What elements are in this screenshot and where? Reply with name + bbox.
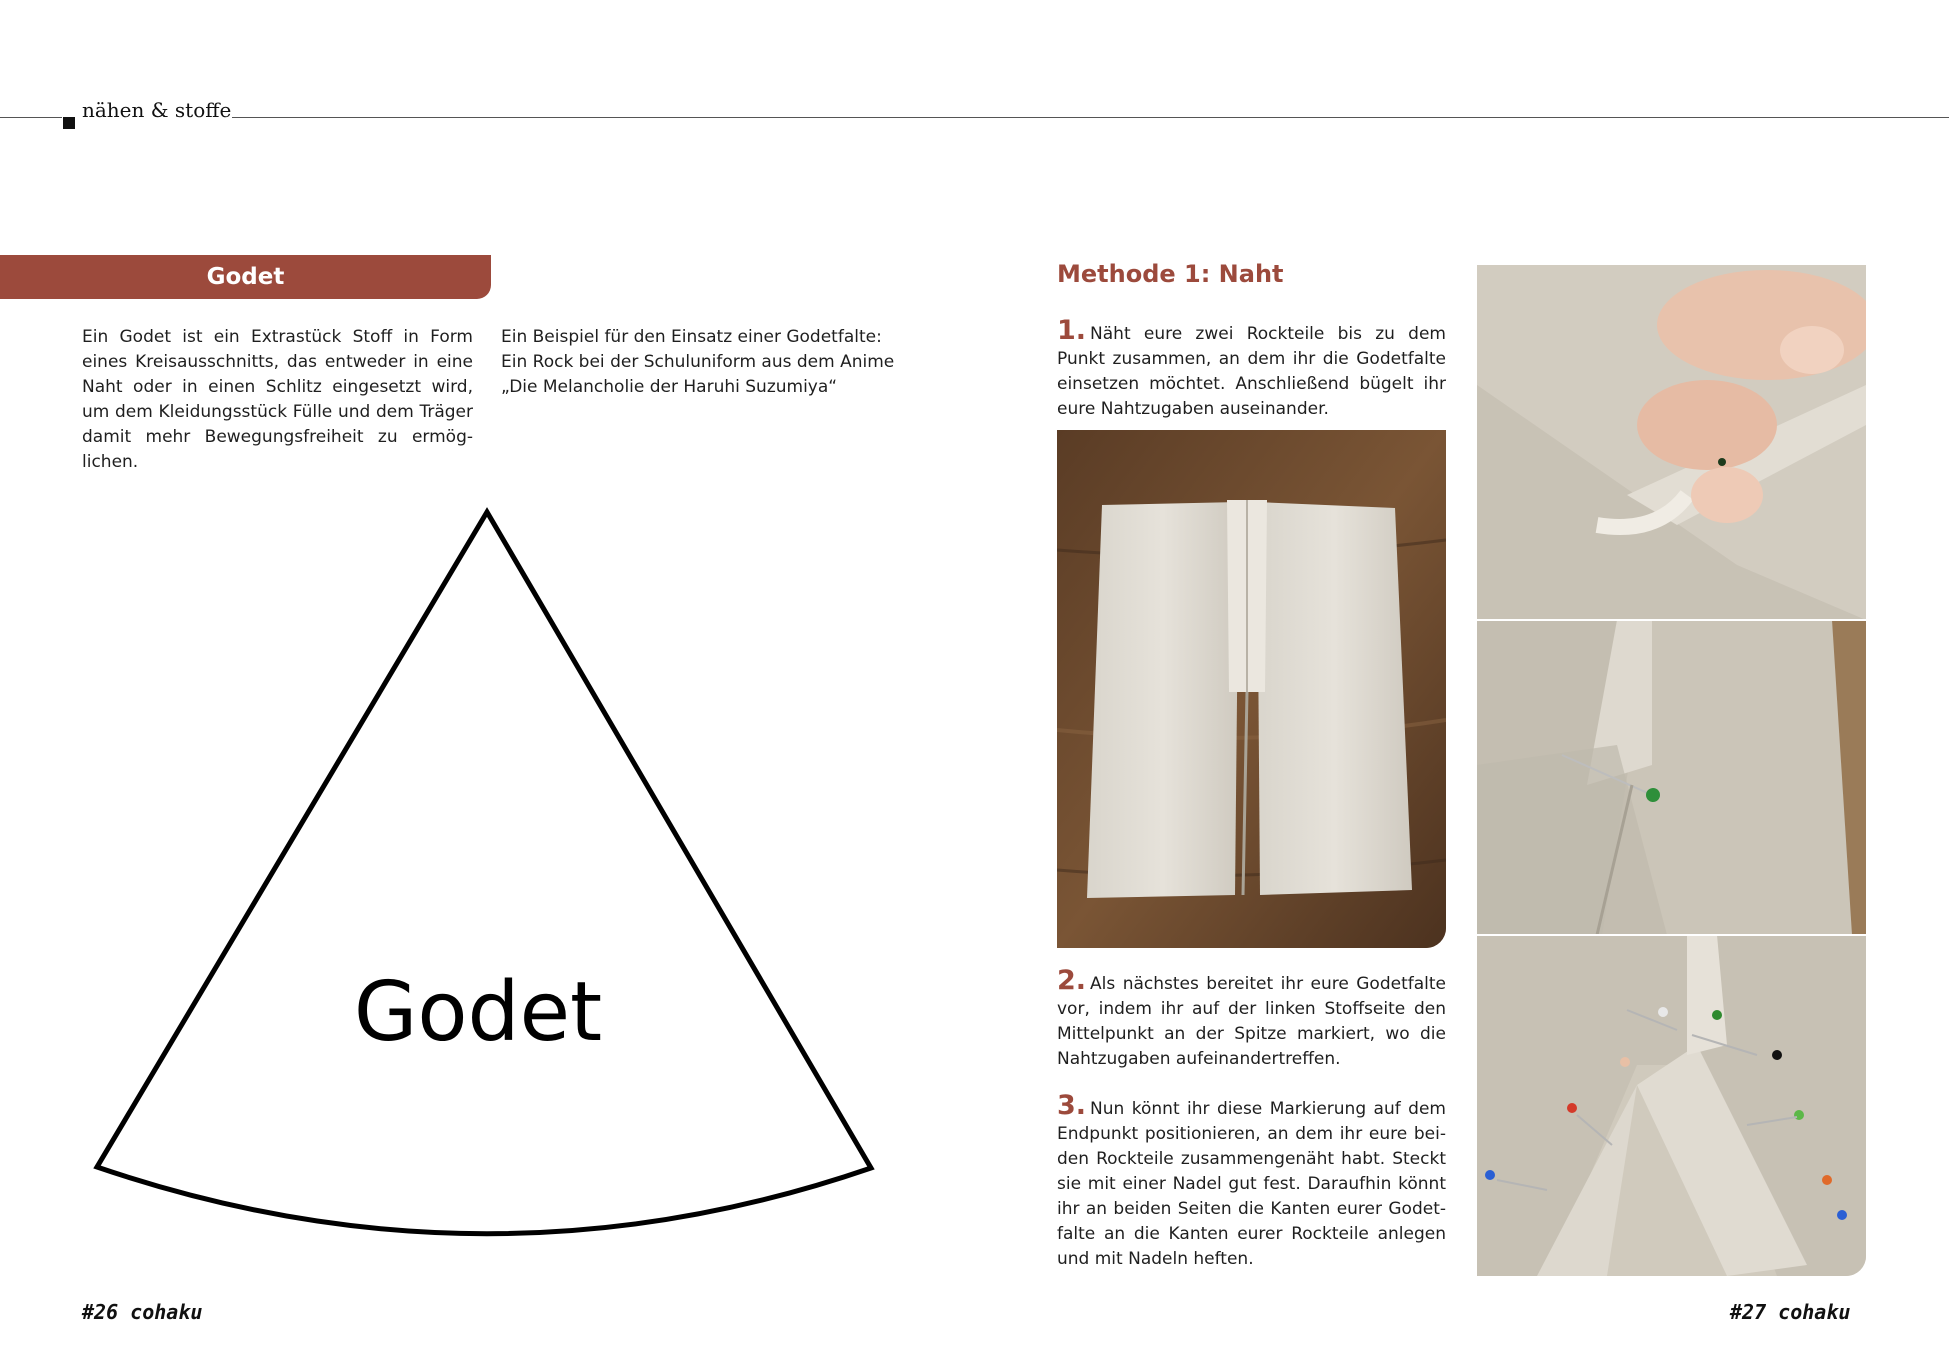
header-rule-left [0, 117, 62, 118]
header-rule-right [232, 117, 1949, 118]
page-number-left: #26 cohaku [82, 1300, 203, 1324]
photo-pinned-edges [1477, 935, 1866, 1276]
method-heading: Methode 1: Naht [1057, 260, 1284, 288]
godet-banner [0, 255, 491, 299]
godet-diagram-label: Godet [353, 965, 603, 1060]
step-1-text: Näht eure zwei Rockteile bis zu dem Punkt zusammen, an dem ihr die Godetfalte einsetzen möchtet. Anschließend bügelt ihr eure Nahtzugaben auseinander. [1057, 324, 1446, 419]
example-paragraph: Ein Beispiel für den Einsatz einer Godetfalte: Ein Rock bei der Schuluniform aus dem Anime „Die Melancholie der Haruhi Suzumiya“ [501, 327, 895, 397]
godet-sector-shape [97, 512, 871, 1234]
page-number-right: #27 cohaku [1730, 1300, 1851, 1324]
intro-paragraph: Ein Godet ist ein Extrastück Stoff in Form eines Kreisausschnitts, das entweder in eine Naht oder in einen Schlitz eingesetzt wird, um dem Kleidungsstück Fülle und dem Träger damit mehr Bewegungsfreiheit zu ermöglichen. [82, 327, 473, 472]
step-2-text: Als nächstes bereitet ihr eure Godetfalte vor, indem ihr auf der linken Stoffseite den Mittelpunkt an der Spitze markiert, wo die Nahtzugaben aufeinandertreffen. [1057, 974, 1446, 1069]
step-1 [1057, 315, 1446, 422]
banner-title: Godet [206, 264, 285, 290]
step-3-text: Nun könnt ihr diese Markierung auf dem Endpunkt positionieren, an dem ihr eure beiden Rockteile zusammengenäht habt. Steckt sie mit einer Nadel gut fest. Daraufhin könnt ihr an beiden Seiten die Kanten eurer Godetfalte an die Kanten eurer Rockteile anlegen und mit Nadeln heften. [1057, 1099, 1446, 1269]
header-square-marker [63, 117, 75, 129]
step-2 [1057, 965, 1446, 1072]
step-2-number: 2. [1057, 965, 1087, 996]
godet-diagram [80, 500, 880, 1260]
photo-pinned-tip [1477, 620, 1866, 935]
photo-strip [1477, 265, 1866, 1276]
section-title: nähen & stoffe [82, 98, 232, 122]
photo-pressed-seam [1057, 430, 1446, 948]
photo-folding-godet-tip [1477, 265, 1866, 620]
step-3-number: 3. [1057, 1090, 1087, 1121]
step-1-number: 1. [1057, 315, 1087, 346]
step-3 [1057, 1090, 1446, 1272]
